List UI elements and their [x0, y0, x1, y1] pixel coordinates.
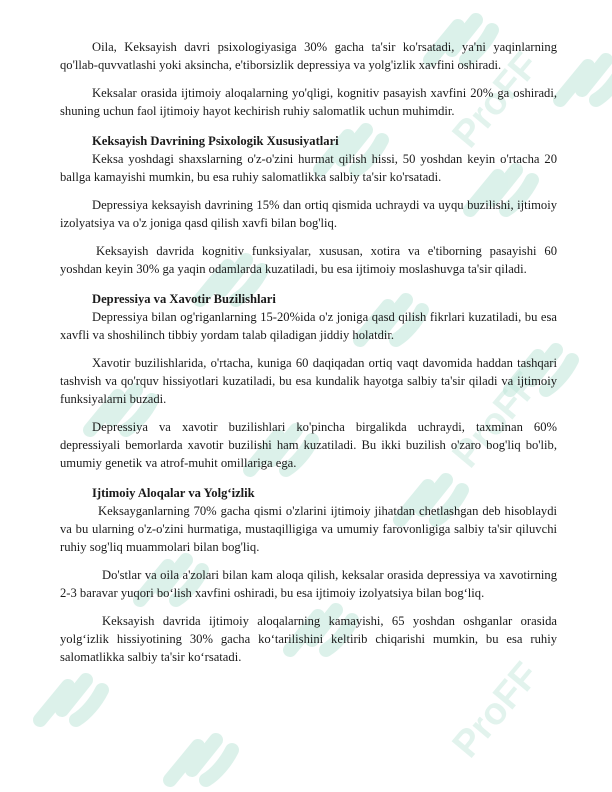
section-paragraph: Depressiya va xavotir buzilishlari ko'pincha birgalikda uchraydi, taxminan 60% depressiyali bemorlarda xavotir buzilishi ham kuzatiladi. Bu ikki buzilish o'zaro bog'liq bo'lib, umumiy genetik va atrof-muhit omillariga ega. [60, 420, 557, 470]
svg-text:ProFF: ProFF [444, 364, 548, 476]
section-paragraph: Depressiya bilan og'riganlarning 15-20%ida o'z joniga qasd qilish fikrlari kuzatiladi, bu esa xavfli va shoshilinch tibbiy yordam talab qiladigan jiddiy holatdir. [60, 310, 557, 342]
intro-paragraph-social: Keksalar orasida ijtimoiy aloqalarning yo'qligi, kognitiv pasayish xavfini 20% ga oshiradi, shuning uchun faol ijtimoiy hayot kechirish ruhiy salomatlik uchun muhimdir. [60, 86, 557, 118]
intro-paragraph-family: Oila, Keksayish davri psixologiyasiga 30% gacha ta'sir ko'rsatadi, ya'ni yaqinlarning qo'llab-quvvatlashi yoki aksincha, e'tiborsizlik depressiya va yolg'izlik xavfini oshiradi. [60, 40, 557, 72]
section-heading-social: Ijtimoiy Aloqalar va Yolg‘izlik [92, 486, 255, 500]
section-heading-psychology: Keksayish Davrining Psixologik Xususiyatlari [92, 134, 339, 148]
svg-text:ProFF: ProFF [444, 654, 548, 766]
section-paragraph: Depressiya keksayish davrining 15% dan ortiq qismida uchraydi va uyqu buzilishi, ijtimoiy izolyatsiya va o'z joniga qasd qilish xavfi bilan bog'liq. [60, 198, 557, 230]
section-paragraph: Do'stlar va oila a'zolari bilan kam aloqa qilish, keksalar orasida depressiya va xavotirning 2-3 baravar yuqori bo‘lish xavfini oshiradi, bu esa ijtimoiy izolyatsiya bilan bog‘liq. [60, 568, 557, 600]
svg-text:ProFF: ProFF [444, 44, 548, 156]
section-paragraph: Keksayish davrida ijtimoiy aloqalarning kamayishi, 65 yoshdan oshganlar orasida yolg‘izlik hissiyotining 30% gacha ko‘tarilishini keltirib chiqarishi mumkin, bu esa ruhiy salomatlikka salbiy ta'sir ko‘rsatadi. [60, 614, 557, 664]
section-heading-depression: Depressiya va Xavotir Buzilishlari [92, 292, 276, 306]
section-paragraph: Keksa yoshdagi shaxslarning o'z-o'zini hurmat qilish hissi, 50 yoshdan keyin o'rtacha 20 ballga kamayishi mumkin, bu esa ruhiy salomatlikka salbiy ta'sir ko'rsatadi. [60, 152, 557, 184]
document-body [60, 38, 557, 666]
section-paragraph: Keksayganlarning 70% gacha qismi o'zlarini ijtimoiy jihatdan chetlashgan deb hisoblaydi va bu ularning o'z-o'zini hurmatiga, mustaqilligiga va umumiy farovonligiga salbiy ta'sir qiluvchi ruhiy sog'liq muammolari bilan bog'liq. [60, 504, 557, 554]
section-paragraph: Xavotir buzilishlarida, o'rtacha, kuniga 60 daqiqadan ortiq vaqt davomida haddan tashqari tashvish va qo'rquv hissiyotlari kuzatiladi, bu esa kundalik hayotga salbiy ta'sir qiladi va ijtimoiy funksiyalarni buzadi. [60, 356, 557, 406]
section-paragraph: Keksayish davrida kognitiv funksiyalar, xususan, xotira va e'tiborning pasayishi 60 yoshdan keyin 30% ga yaqin odamlarda kuzatiladi, bu esa ijtimoiy moslashuvga ta'sir qiladi. [60, 244, 557, 276]
